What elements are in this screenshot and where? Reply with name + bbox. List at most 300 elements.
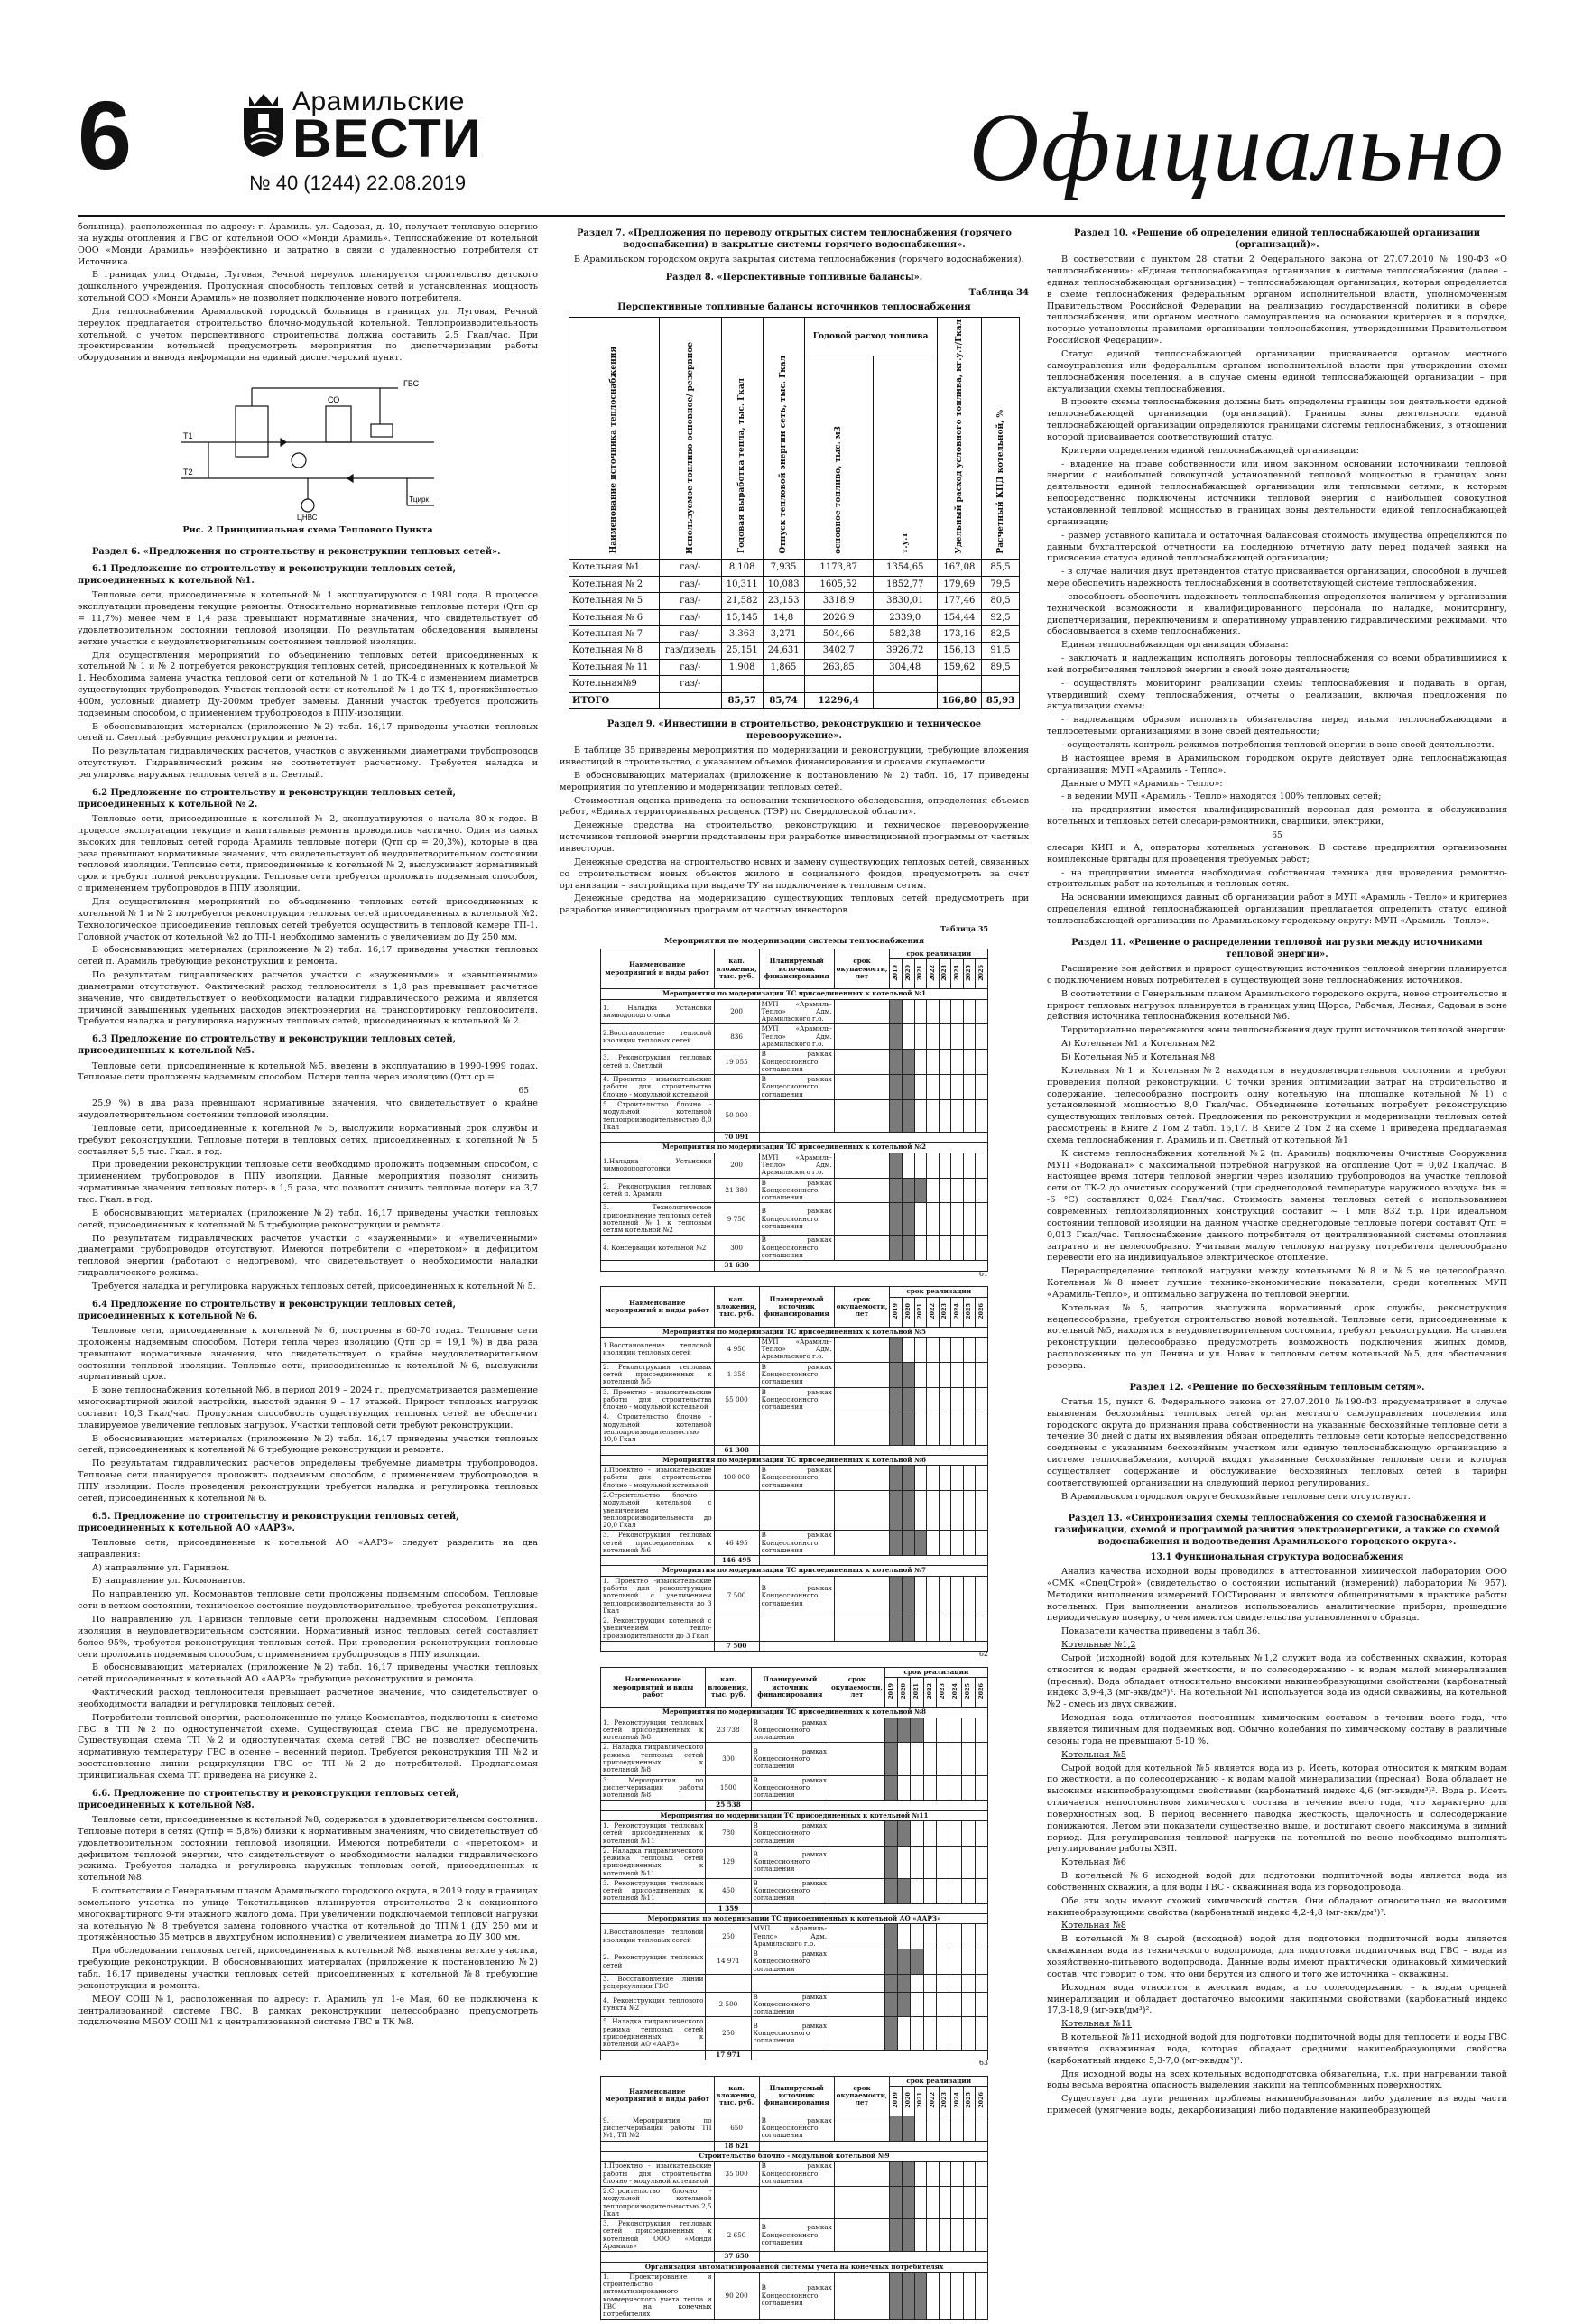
timeline-cell [911, 1975, 923, 1993]
paragraph: Стоимостная оценка приведена на основании технического обследования, определения объемов работ, «Единых территориальных расценок (ТЭР) по Свердловской области». [560, 795, 1029, 818]
timeline-cell [936, 1924, 949, 1949]
table-cell: В рамках Концессионного соглашения [759, 2272, 834, 2319]
table-cell: 2.Строительство блочно - модульной котельной теплопроизводительностью 2,5 Гкал [601, 2187, 715, 2219]
table-cell: 156,13 [937, 643, 981, 659]
paragraph: Котельная №5, напротив выслужила нормативный срок службы, реконструкция нецелесообразна, требуется строительство новой котельной. Тепловые сети, присоединенные к котельной №5, находятся в неудовлетворительном состоянии, требуют реконструкции. На ставлен реконструкции целесообразно предусмотреть возможность подключения жилых домов, расположенных по ул. Ленина и ул. Новая к тепловым сетям котельной №5, для обеспечения резерва. [1047, 1302, 1507, 1371]
paragraph: Денежные средства на строительство, реконструкцию и техническое перевооружение источников тепловой энергии представлены при разработке инвестиционной программы от частных инвесторов. [560, 820, 1029, 854]
masthead-divider [78, 215, 1505, 217]
table-cell: 250 [706, 2017, 751, 2050]
year-header: 2019 [884, 1678, 897, 1708]
timeline-cell [914, 1024, 927, 1050]
table-cell [829, 1924, 885, 1949]
paragraph: Требуется наладка и регулировка наружных тепловых сетей, присоединенных к котельной № 5. [92, 1281, 536, 1292]
paragraph: Тепловые сети, присоединенные к котельной № 6, построены в 60-70 годах. Тепловые сети проложены надземным способом. Потери тепла через изоляцию (Qтп ср = 19,1 %) в два раза превышают нормативные значения, что свидетельствует о крайне неудовлетворительном состоянии тепловой изоляции. Тепловые сети, присоединенные к котельной №6, выслужили нормативный срок. [78, 1326, 538, 1383]
table-row [569, 676, 1020, 692]
paragraph: Анализ качества исходной воды проводился в аттестованной химической лаборатории ООО «СМК «СпецСтрой» (свидетельство о состоянии испытаний (измерений) лаборатории № 957). Методики выполнения измерений ГОСТированы и являются общепринятыми в практике работы котельных. При выполнении анализов использовались аналитические приборы, прошедшие периодическую поверку, о чем имеются свидетельства установленного образца. [1047, 1567, 1507, 1624]
table-cell [829, 1775, 885, 1801]
timeline-cell [951, 2162, 964, 2187]
page-marker: 61 [978, 1269, 988, 1278]
timeline-cell [914, 1466, 927, 1491]
section-heading: 6.3 Предложение по строительству и реконструкции тепловых сетей, присоединенных к котельной №5. [78, 1034, 457, 1057]
timeline-cell [949, 1878, 962, 1903]
timeline-cell [939, 1362, 951, 1387]
table-cell: В рамках Концессионного соглашения [759, 2116, 834, 2141]
table-row [601, 1616, 988, 1642]
table-cell [834, 1236, 890, 1261]
timeline-cell [951, 1412, 964, 1445]
timeline-cell [911, 1775, 923, 1801]
timeline-cell [951, 1362, 964, 1387]
paragraph: Статья 15, пункт 6. Федерального закона от 27.07.2010 №190-ФЗ предусматривает в случае выявления бесхозяйных тепловых сетей орган местного самоуправления поселения или городского округа до признания права собственности на указанные бесхозяйные тепловые сети в течение 30 дней с даты их выявления обязан определить тепловые сети которые непосредственно соединены с указанным бесхозяйным участком или единую теплоснабжающую организацию в системе теплоснабжения, которой входят указанные бесхозяйные тепловые сети и которая осуществляет содержание и обслуживание бесхозяйных тепловых сетей в тарифы соответствующей организации на следующий период регулирования. [1047, 1396, 1507, 1488]
logo-text-bottom: ВЕСТИ [292, 108, 482, 169]
table-row [601, 1050, 988, 1075]
boiler-subheading: Котельная №8 [1061, 1921, 1126, 1931]
year-header: 2025 [963, 1297, 976, 1327]
fuel-balance-table [569, 317, 1020, 709]
timeline-cell [949, 1992, 962, 2017]
table-cell: 8,108 [721, 560, 763, 576]
table-row [601, 2187, 988, 2219]
column-3 [1047, 222, 1507, 2119]
timeline-cell [936, 1743, 949, 1775]
year-header: 2021 [911, 1678, 923, 1708]
timeline-cell [976, 1024, 988, 1050]
timeline-cell [927, 1153, 940, 1178]
table-cell: 5. Наладка гидравлического режима тепловых сетей присоединенных к котельной АО «ААРЗ» [601, 2017, 706, 2050]
paragraph: Обе эти воды имеют схожий химический состав. Они обладают относительно не высокими накипеобразующими свойства (карбонатный индекс 4,2-4,8 (мг-экв/дм³)². [1047, 1895, 1507, 1918]
timeline-cell [911, 1992, 923, 2017]
timeline-cell [975, 1949, 987, 1975]
table-cell: 167,08 [937, 560, 981, 576]
table-cell: В рамках Концессионного соглашения [751, 1878, 829, 1903]
section-title: Официально [968, 94, 1505, 201]
paragraph: - владение на праве собственности или ином законном основании источниками тепловой энергии с наибольшей совокупной установленной тепловой мощностью в границах зоны деятельности единой теплоснабжающей организации или тепловыми сетями, к которым непосредственно подключены источники тепловой энергии с наибольшей совокупной установленной тепловой мощностью в границах зоны деятельности единой теплоснабжающей организации; [1047, 458, 1507, 527]
timeline-cell [939, 1178, 951, 1203]
year-header: 2025 [962, 1678, 975, 1708]
timeline-cell [975, 2017, 987, 2050]
table-cell [751, 1975, 829, 1993]
paragraph: По результатам гидравлических расчетов участки с «зауженными» и «завышенными» диаметрами отсутствуют. Фактический расход теплоносителя в 1,8 раз превышает расчетное значение, что свидетельствует о необходимости наладки гидравлического режима и является причиной завышенных удельных расходов электроэнергии на транспортировку теплоносителя. Требуется наладка и регулировка наружных тепловых сетей, присоединенных к котельной № 2. [78, 970, 538, 1027]
table-cell: 1852,77 [873, 576, 937, 592]
table-cell: В рамках Концессионного соглашения [751, 2017, 829, 2050]
table-cell: В рамках Концессионного соглашения [759, 1203, 834, 1236]
timeline-cell [914, 1490, 927, 1530]
sum-row: 25 538 [601, 1801, 988, 1810]
year-header: 2023 [939, 959, 951, 989]
table-row [601, 1203, 988, 1236]
section-heading: 6.1 Предложение по строительству и реконструкции тепловых сетей, присоединенных к котельной №1. [78, 564, 457, 587]
timeline-cell [939, 1466, 951, 1491]
table-cell: 79,5 [982, 576, 1020, 592]
timeline-cell [898, 1846, 911, 1878]
paragraph: В Арамильском городском округе бесхозяйные тепловые сети отсутствуют. [1061, 1491, 1411, 1502]
table-row [601, 1362, 988, 1387]
table-cell: 2. Реконструкция тепловых сетей [601, 1949, 706, 1975]
paragraph: Перераспределение тепловой нагрузки между котельными №8 и №5 не целесообразно. Котельная №8 имеет лучшие технико-экономические показатели, среди котельных МУП «Арамиль-Тепло», и оптимально загружена по тепловой энергии. [1047, 1266, 1507, 1300]
column-header: кап. вложения, тыс. руб. [714, 2076, 759, 2116]
table-cell: 129 [706, 1846, 751, 1878]
timeline-cell [903, 1075, 915, 1100]
table-cell: 4. Консервация котельной №2 [601, 1236, 715, 1261]
table-cell: 3,363 [721, 626, 763, 643]
year-header: 2024 [951, 2086, 964, 2116]
section-row: Мероприятия по модернизации ТС присоединенных к котельной АО «ААРЗ» [601, 1914, 988, 1924]
timeline-cell [890, 999, 903, 1024]
sum-row: 70 091 [601, 1133, 988, 1143]
timeline-cell [963, 1576, 976, 1616]
table-row [601, 1531, 988, 1556]
table-cell: 100 000 [714, 1466, 759, 1491]
timeline-cell [962, 1992, 975, 2017]
timeline-cell [962, 1743, 975, 1775]
paragraph: Для теплоснабжения Арамильской городской больницы в границах ул. Луговая, Речной переулок предлагается строительство блочно-модульной котельной. Теплопроизводительность котельной, с учетом перспективного строительства должна составить 2,5 Гкал/час. При проектировании котельной предусмотреть мероприятия по диспетчеризации работы оборудования и вывода информации на единый диспетчерский пункт. [78, 306, 538, 364]
table-cell [834, 1050, 890, 1075]
timeline-cell [939, 999, 951, 1024]
timeline-cell [963, 1153, 976, 1178]
measures-table [600, 2076, 988, 2320]
column-header: Планируемый источник финансирования [751, 1668, 829, 1708]
paragraph: В обосновывающих материалах (приложение к постановлению № 2) табл. 16, 17 приведены мероприятия по утеплению и модернизации тепловых сетей. [560, 770, 1029, 792]
timeline-cell [903, 2187, 915, 2219]
timeline-cell [927, 2219, 940, 2252]
table-cell [721, 676, 763, 692]
paragraph: Тепловые сети, присоединенные к котельной АО «ААРЗ» следует разделить на два направления: [78, 1537, 538, 1560]
year-header: 2024 [951, 959, 964, 989]
table-row [569, 609, 1020, 625]
timeline-cell [975, 1878, 987, 1903]
timeline-cell [903, 1050, 915, 1075]
table-row [601, 1178, 988, 1203]
table-row [569, 626, 1020, 643]
section-heading: Раздел 11. «Решение о распределении тепловой нагрузки между источниками тепловой энергии». [1071, 937, 1483, 959]
table-cell [714, 1075, 759, 1100]
timeline-cell [939, 1576, 951, 1616]
paragraph: В котельной №11 исходной водой для подготовки подпиточной воды для теплосети и воды ГВС является скважинная вода, которая обладает средними накипеобразующими свойства (карбонатный индекс 5,3-7,0 (мг-экв/дм³)². [1047, 2032, 1507, 2066]
coat-of-arms-icon [240, 92, 287, 159]
table-cell: В рамках Концессионного соглашения [751, 1743, 829, 1775]
table-cell: 5. Строительство блочно - модульной котельной теплопроизводительностью 8,0 Гкал [601, 1099, 715, 1132]
table-row [601, 1975, 988, 1993]
timeline-cell [963, 2272, 976, 2319]
timeline-cell [963, 1099, 976, 1132]
paragraph: - осуществлять мониторинг реализации схемы теплоснабжения и подавать в орган, утвердивший схему теплоснабжения, отчеты о реализации, включая предложения по актуализации схемы; [1047, 678, 1507, 712]
table-cell: 3402,7 [804, 643, 873, 659]
timeline-cell [890, 1050, 903, 1075]
page-marker: 65 [1272, 830, 1282, 840]
paragraph: - надлежащим образом исполнять обязательства перед иными теплоснабжающими и теплосетевыми организациями в зоне своей деятельности; [1047, 715, 1507, 737]
table-cell: Котельная № 6 [569, 609, 660, 625]
table-cell: газ/дизель [659, 643, 721, 659]
paragraph: - на предприятии имеется необходимая собственная техника для проведения ремонтно-строительных работ на котельных и тепловых сетях. [1047, 867, 1507, 890]
table-cell [714, 1412, 759, 1445]
paragraph: Для осуществления мероприятий по объединению тепловых сетей присоединенных к котельной № 1 и № 2 потребуется реконструкция тепловых сетей, присоединенных к котельной № 1. Необходима замена участка тепловой сети от котельной № 1 до ТК-4 с изменением диаметров существующих трубопроводов. Участок тепловой сети от котельной № 1 до ТК-4, протяжённостью 400м, условный диаметр Ду-200мм требует замены. Данный участок требуется проложить подземным способом, с применением трубопроводов в ППУ-изоляции. [78, 650, 538, 718]
table-cell [706, 1975, 751, 1993]
timeline-cell [951, 2272, 964, 2319]
table-cell: 3830,01 [873, 593, 937, 609]
timeline-cell [949, 1718, 962, 1743]
table-cell: 159,62 [937, 659, 981, 675]
table-cell: В рамках Концессионного соглашения [759, 1178, 834, 1203]
section-heading: Раздел 10. «Решение об определении единой теплоснабжающей организации (организаций)». [1073, 228, 1481, 251]
year-header: 2021 [914, 1297, 927, 1327]
paragraph: Тепловые сети, присоединенные к котельной №5, введены в эксплуатацию в 1990-1999 годах. Тепловые сети проложены надземным способом. Потери тепла через изоляцию (Qтп ср = [78, 1060, 538, 1083]
paragraph: В проекте схемы теплоснабжения должны быть определены границы зон деятельности единой теплоснабжающей организации (организаций). Границы зоны деятельности единой теплоснабжающей организации определяются границами системы теплоснабжения, в отношении которой присваивается соответствующий статус. [1047, 397, 1507, 442]
column-header: срок реализации [890, 1287, 988, 1297]
measures-table-block [600, 2076, 988, 2320]
timeline-cell [927, 1490, 940, 1530]
year-header: 2024 [949, 1678, 962, 1708]
table-cell [834, 1153, 890, 1178]
timeline-cell [951, 1236, 964, 1261]
paragraph: Показатели качества приведены в табл.36. [1061, 1626, 1261, 1637]
timeline-cell [890, 1616, 903, 1642]
timeline-cell [951, 1387, 964, 1412]
table-cell: В рамках Концессионного соглашения [751, 1775, 829, 1801]
timeline-cell [951, 1531, 964, 1556]
timeline-cell [963, 2162, 976, 2187]
timeline-cell [975, 1975, 987, 1993]
table-body [569, 560, 1020, 709]
table-row [601, 1846, 988, 1878]
table-cell: 35 000 [714, 2162, 759, 2187]
timeline-cell [963, 1024, 976, 1050]
timeline-cell [951, 1099, 964, 1132]
timeline-cell [951, 1490, 964, 1530]
logo-text-top: Арамильские [292, 87, 465, 116]
total-row [569, 692, 1020, 708]
timeline-cell [939, 1050, 951, 1075]
timeline-cell [927, 1099, 940, 1132]
table-cell [659, 692, 721, 708]
column-2 [560, 222, 1029, 2324]
table-row [601, 1466, 988, 1491]
table-cell: 89,5 [982, 659, 1020, 675]
timeline-cell [927, 1387, 940, 1412]
timeline-cell [976, 1490, 988, 1530]
timeline-cell [890, 1490, 903, 1530]
table-cell: 3. Проектно - изыскательские работы для строительства блочно - модульной котельной [601, 1387, 715, 1412]
year-header: 2020 [903, 1297, 915, 1327]
timeline-cell [884, 1992, 897, 2017]
table-row [601, 1775, 988, 1801]
year-header: 2021 [914, 2086, 927, 2116]
timeline-cell [923, 1949, 936, 1975]
paragraph: Тепловые сети, присоединенные к котельной № 5, выслужили нормативный срок службы и требуют реконструкции. Тепловые потери в тепловых сетях, присоединенных к котельной № 5 составляет 5,5 тыс. Гкал. в год. [78, 1123, 538, 1157]
column-header: Отпуск тепловой энергии сеть, тыс. Гкал [763, 318, 804, 560]
timeline-cell [914, 1075, 927, 1100]
table-row [569, 576, 1020, 592]
table-cell [829, 1820, 885, 1846]
sum-row: 17 971 [601, 2050, 988, 2060]
table-cell: 9 750 [714, 1203, 759, 1236]
timeline-cell [890, 1362, 903, 1387]
table-cell: 80,5 [982, 593, 1020, 609]
timeline-cell [898, 1949, 911, 1975]
paragraph: - способность обеспечить надежность теплоснабжения определяется наличием у организации технической возможности и квалифицированного персонала по наладке, мониторингу, диспетчеризации, переключениям и оперативному управлению гидравлическими режимами, что обосновывается в схеме теплоснабжения. [1047, 591, 1507, 637]
year-header: 2019 [890, 2086, 903, 2116]
timeline-cell [927, 1075, 940, 1100]
timeline-cell [884, 1718, 897, 1743]
timeline-cell [914, 1616, 927, 1642]
table-cell [714, 2187, 759, 2219]
paragraph: Для осуществления мероприятий по объединению тепловых сетей присоединенных к котельной № 1 и № 2 потребуется реконструкция тепловых сетей присоединенных к котельной №2. Технологическое присоединение тепловых сетей требуется осуществить в тепловой камере ТП-1. Головной участок от котельной №2 до ТП-1 необходимо заменить с увеличением до Ду 250 мм. [78, 897, 538, 942]
timeline-cell [903, 1412, 915, 1445]
table-cell: 300 [714, 1236, 759, 1261]
table-cell: 179,69 [937, 576, 981, 592]
timeline-cell [890, 1153, 903, 1178]
table-row [601, 2116, 988, 2141]
timeline-cell [939, 2116, 951, 2141]
timeline-cell [903, 999, 915, 1024]
timeline-cell [962, 1878, 975, 1903]
timeline-cell [890, 1236, 903, 1261]
timeline-cell [927, 2116, 940, 2141]
table-cell: газ/- [659, 560, 721, 576]
timeline-cell [927, 1178, 940, 1203]
column-1 [78, 222, 538, 2031]
timeline-cell [903, 1099, 915, 1132]
timeline-cell [927, 2187, 940, 2219]
timeline-cell [927, 2272, 940, 2319]
timeline-cell [923, 2017, 936, 2050]
section-row: Мероприятия по модернизации ТС присоединенных к котельной №11 [601, 1810, 988, 1820]
table-cell: 2. Реконструкция тепловых сетей присоединенных к котельной №5 [601, 1362, 715, 1387]
table-row [601, 1075, 988, 1100]
table-cell: 2. Реконструкция тепловых сетей п. Арамиль [601, 1178, 715, 1203]
timeline-cell [963, 1178, 976, 1203]
table-cell: В рамках Концессионного соглашения [751, 1718, 829, 1743]
timeline-cell [914, 2219, 927, 2252]
timeline-cell [939, 1099, 951, 1132]
table-cell: 3318,9 [804, 593, 873, 609]
subsection-heading: 13.1 Функциональная структура водоснабжения [1150, 1551, 1404, 1562]
table-cell: ИТОГО [569, 692, 660, 708]
timeline-cell [976, 1387, 988, 1412]
fig-label-t2: Т2 [183, 468, 193, 477]
column-header: кап. вложения, тыс. руб. [714, 949, 759, 989]
timeline-cell [923, 1924, 936, 1949]
column-header: срок окупаемости, лет [834, 949, 890, 989]
section-row: Мероприятия по модернизации ТС присоединенных к котельной №5 [601, 1327, 988, 1337]
year-header: 2019 [890, 959, 903, 989]
timeline-cell [963, 1362, 976, 1387]
boiler-subheading: Котельная №5 [1061, 1749, 1126, 1760]
table-cell [829, 1878, 885, 1903]
table-cell: 173,16 [937, 626, 981, 643]
table-cell: 1. Реконструкция тепловых сетей присоединенных к котельной №11 [601, 1820, 706, 1846]
measures-table-block [600, 1286, 988, 1660]
paragraph: слесари КИП и А, операторы котельных установок. В составе предприятия организованы комплексные бригады для проведения требуемых работ; [1047, 842, 1507, 865]
timeline-cell [927, 1531, 940, 1556]
timeline-cell [962, 1775, 975, 1801]
boiler-subheading: Котельные №1,2 [1061, 1640, 1136, 1651]
timeline-cell [976, 1236, 988, 1261]
table-cell: В рамках Концессионного соглашения [759, 1576, 834, 1616]
table-row [601, 1490, 988, 1530]
timeline-cell [963, 2187, 976, 2219]
timeline-cell [939, 1075, 951, 1100]
table-cell: 2.Строительство блочно - модульной котельной с увеличением теплопроизводительности до 20,0 Гкал [601, 1490, 715, 1530]
timeline-cell [963, 1236, 976, 1261]
table-cell: 1,865 [763, 659, 804, 675]
paragraph: - осуществлять контроль режимов потребления тепловой энергии в зоне своей деятельности. [1061, 740, 1495, 750]
timeline-cell [903, 1362, 915, 1387]
timeline-cell [914, 1178, 927, 1203]
measures-table [600, 1286, 988, 1652]
timeline-cell [927, 999, 940, 1024]
table-cell: В рамках Концессионного соглашения [751, 1846, 829, 1878]
section-row: Строительство блочно - модульной котельной №9 [601, 2151, 988, 2161]
timeline-cell [963, 1466, 976, 1491]
timeline-cell [963, 1050, 976, 1075]
table-label: Таблица 35 [940, 924, 988, 934]
paragraph: Денежные средства на строительство новых и замену существующих тепловых сетей, связанных со строительством новых объектов жилого и социального фондов, предусмотреть за счет организации – застройщика при выдаче ТУ на подключение к тепловым сетям. [560, 856, 1029, 891]
timeline-cell [951, 1153, 964, 1178]
timeline-cell [951, 1337, 964, 1362]
timeline-cell [951, 1050, 964, 1075]
table-cell: В рамках Концессионного соглашения [759, 2219, 834, 2252]
paragraph: больница), расположенная по адресу: г. Арамиль, ул. Садовая, д. 10, получает тепловую энергию на нужды отопления и ГВС от котельной ООО «Монди Арамиль». Теплоснабжение от котельной ООО «Монди Арамиль» неэффективно и затратно в связи с удаленностью потребителя от Источника. [78, 222, 538, 267]
table-cell [759, 1616, 834, 1642]
timeline-cell [914, 1387, 927, 1412]
table-row [601, 1024, 988, 1050]
timeline-cell [976, 2219, 988, 2252]
timeline-cell [951, 1203, 964, 1236]
timeline-cell [923, 1878, 936, 1903]
table-cell: 3. Технологическое присоединение тепловых сетей котельной №1 к тепловым сетям котельной №2 [601, 1203, 715, 1236]
fig-label-co: СО [328, 395, 340, 405]
year-header: 2020 [898, 1678, 911, 1708]
timeline-cell [923, 1820, 936, 1846]
table-cell [834, 1075, 890, 1100]
paragraph: Б) направление ул. Космонавтов. [92, 1576, 245, 1587]
table-row [601, 1576, 988, 1616]
timeline-cell [903, 1153, 915, 1178]
column-header: срок окупаемости, лет [834, 2076, 890, 2116]
table-row [601, 1820, 988, 1846]
table-cell: 2. Наладка гидравлического режима тепловых сетей присоединенных к котельной №8 [601, 1743, 706, 1775]
table-cell: 504,66 [804, 626, 873, 643]
year-header: 2025 [963, 959, 976, 989]
timeline-cell [949, 1924, 962, 1949]
timeline-cell [936, 1846, 949, 1878]
table-cell: 300 [706, 1743, 751, 1775]
timeline-cell [939, 2187, 951, 2219]
timeline-cell [911, 1878, 923, 1903]
timeline-cell [939, 1412, 951, 1445]
table-cell: 7,935 [763, 560, 804, 576]
table-title: Перспективные топливные балансы источников теплоснабжения [617, 301, 971, 312]
table-cell: 1500 [706, 1775, 751, 1801]
year-header: 2024 [951, 1297, 964, 1327]
table-cell: В рамках Концессионного соглашения [759, 1075, 834, 1100]
timeline-cell [951, 2116, 964, 2141]
section-heading: Раздел 9. «Инвестиции в строительство, реконструкцию и техническое перевооружение». [606, 719, 982, 742]
timeline-cell [890, 2116, 903, 2141]
timeline-cell [939, 1024, 951, 1050]
timeline-cell [936, 1975, 949, 1993]
paragraph: Б) Котельная №5 и Котельная №8 [1061, 1052, 1216, 1063]
table-cell [834, 999, 890, 1024]
column-header: Расчетный КПД котельной, % [982, 318, 1020, 560]
paragraph: Котельная №1 и Котельная№2 находятся в неудовлетворительном состоянии и требуют проведения полной реконструкции. С точки зрения оптимизации затрат на строительство и содержание, целесообразно построить одну котельную (на площадке котельной №1) с установленной мощностью 8,0 Гкал/час. Объединение котельных потребует реконструкцию существующих тепловых сетей. Предложения по реконструкции и модернизации тепловых сетей рассмотрены в Книге 2 Том 2 табл. 16,17. В Книге 2 Том 2 на схеме 1 приведена предлагаемая схема теплоснабжения г. Арамиль и п. Светлый от котельной №1 [1047, 1065, 1507, 1145]
table-cell: Котельная № 8 [569, 643, 660, 659]
timeline-cell [903, 1576, 915, 1616]
table-cell: 10,311 [721, 576, 763, 592]
timeline-cell [884, 1924, 897, 1949]
table-row [569, 593, 1020, 609]
timeline-cell [962, 2017, 975, 2050]
